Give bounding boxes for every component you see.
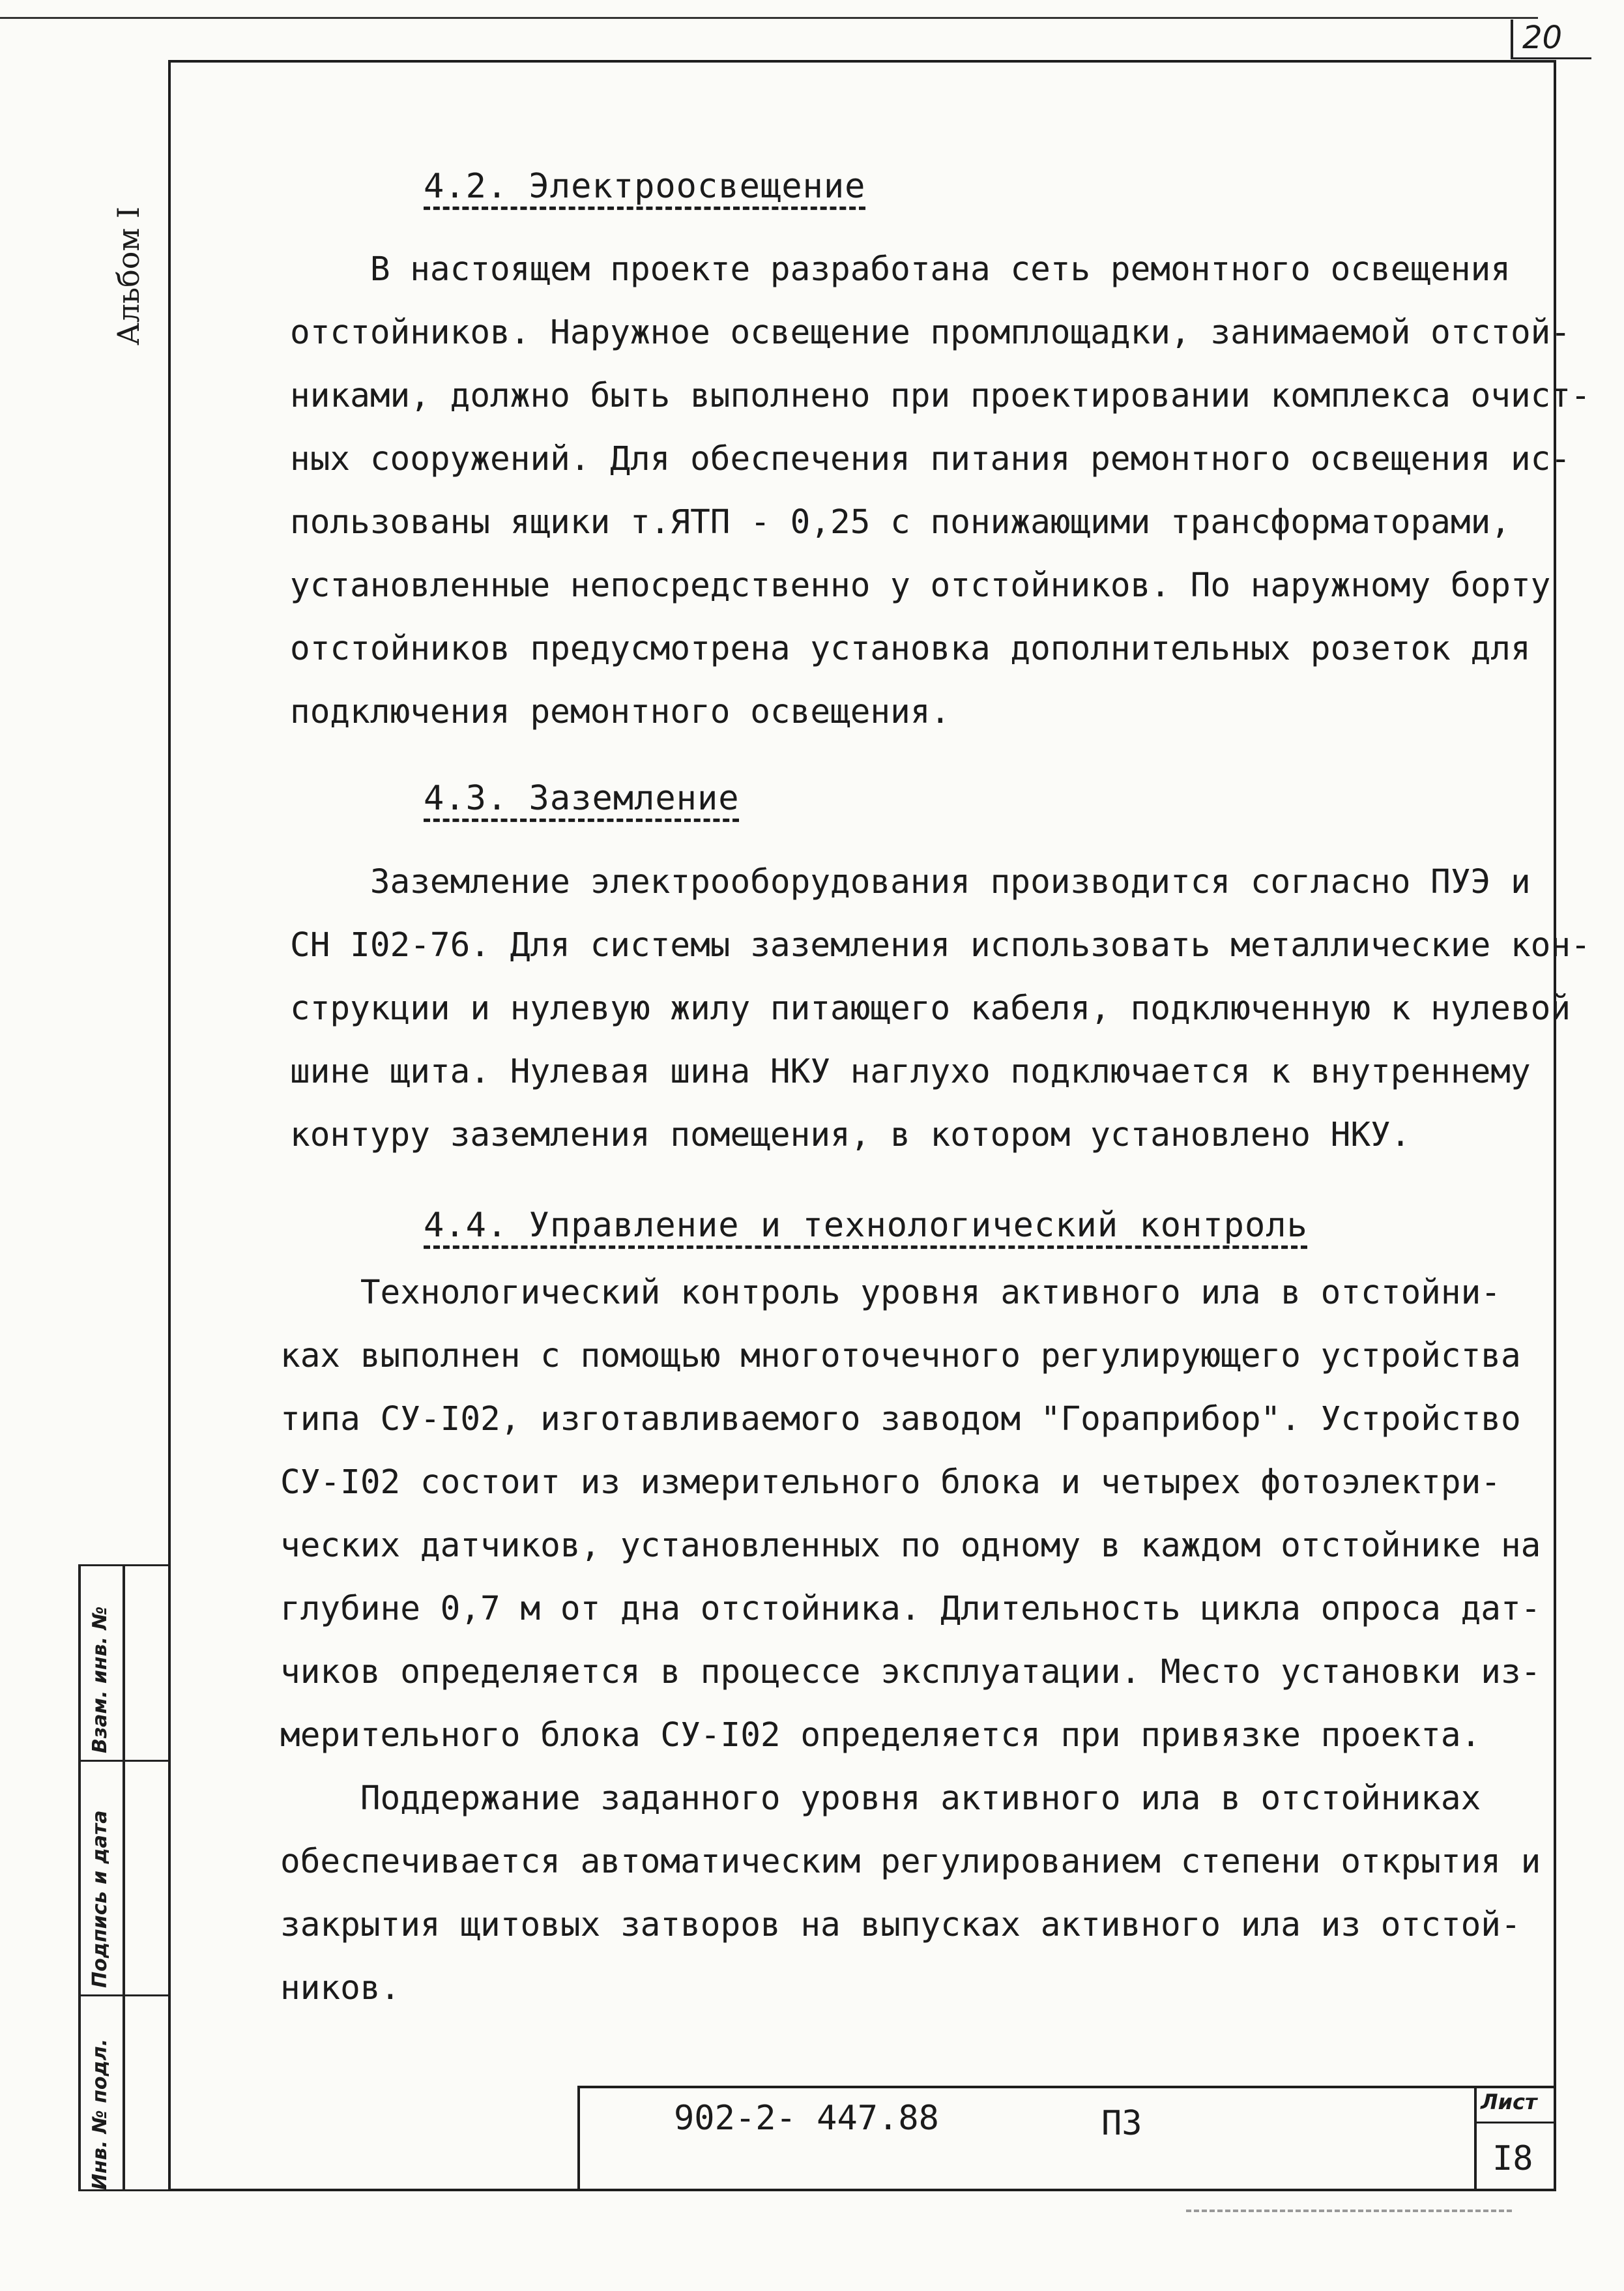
text-line: установленные непосредственно у отстойников. По наружному борту [290,566,1551,605]
side-stamp [78,1564,168,2191]
stamp-column [123,1564,169,2191]
text-line: глубине 0,7 м от дна отстойника. Длительность цикла опроса дат- [280,1590,1541,1628]
stamp-divider [78,1564,168,1566]
scan-artifact [1186,2210,1512,2215]
page-number: 20 [1522,20,1563,56]
stamp-divider [78,1760,168,1762]
text-line: пользованы ящики т.ЯТП - 0,25 с понижающими трансформаторами, [290,503,1511,542]
text-line: Поддержание заданного уровня активного ила в отстойниках [280,1779,1481,1818]
text-line: мерительного блока СУ-I02 определяется при привязке проекта. [280,1716,1481,1755]
text-line: закрытия щитовых затворов на выпусках активного ила из отстой- [280,1906,1521,1944]
text-line: контуру заземления помещения, в котором установлено НКУ. [290,1116,1411,1154]
text-line: подключения ремонтного освещения. [290,693,951,731]
section-body [290,238,1591,744]
text-line: ках выполнен с помощью многоточечного регулирующего устройства [280,1337,1521,1375]
text-line: отстойников предусмотрена установка дополнительных розеток для [290,630,1531,668]
section-heading: 4.4. Управление и технологический контроль [424,1206,1308,1245]
text-line: струкции и нулевую жилу питающего кабеля, подключенную к нулевой [290,989,1571,1028]
text-line: ников. [280,1969,401,2007]
text-line: Технологический контроль уровня активного ила в отстойни- [280,1274,1501,1312]
stamp-inv-no-orig: Инв. № подл. [89,2038,111,2190]
text-line: шине щита. Нулевая шина НКУ наглухо подключается к внутреннему [290,1053,1531,1091]
section-heading: 4.3. Заземление [424,779,740,818]
text-line: СН I02-76. Для системы заземления использовать металлические кон- [290,926,1591,965]
text-line: типа СУ-I02, изготавливаемого заводом "Гораприбор". Устройство [280,1400,1521,1438]
section-heading: 4.2. Электроосвещение [424,167,866,206]
section-body [280,1261,1541,2020]
stamp-divider [78,1994,168,1996]
text-line: обеспечивается автоматическим регулированием степени открытия и [280,1843,1541,1881]
text-line: В настоящем проекте разработана сеть ремонтного освещения [290,250,1511,289]
sheet-divider [1474,2122,1556,2123]
document-code: 902-2- 447.88 [674,2099,939,2138]
text-line: Заземление электрооборудования производится согласно ПУЭ и [290,863,1531,901]
sheet-number: I8 [1492,2139,1533,2178]
text-line: чиков определяется в процессе эксплуатации. Место установки из- [280,1653,1541,1691]
text-line: отстойников. Наружное освещение промплощадки, занимаемой отстой- [290,314,1571,352]
text-line: ных сооружений. Для обеспечения питания ремонтного освещения ис- [290,440,1571,478]
text-line: СУ-I02 состоит из измерительного блока и четырех фотоэлектри- [280,1463,1501,1502]
top-rule [0,17,1538,19]
text-line: никами, должно быть выполнено при проектировании комплекса очист- [290,377,1591,415]
album-label: Альбом I [111,206,146,345]
sheet-label: Лист [1481,2090,1537,2114]
text-line: ческих датчиков, установленных по одному в каждом отстойнике на [280,1526,1541,1565]
section-body [290,851,1591,1167]
stamp-replace-inv: Взам. инв. № [89,1606,111,1753]
stamp-signature-date: Подпись и дата [89,1810,111,1988]
document-type: ПЗ [1101,2104,1142,2143]
